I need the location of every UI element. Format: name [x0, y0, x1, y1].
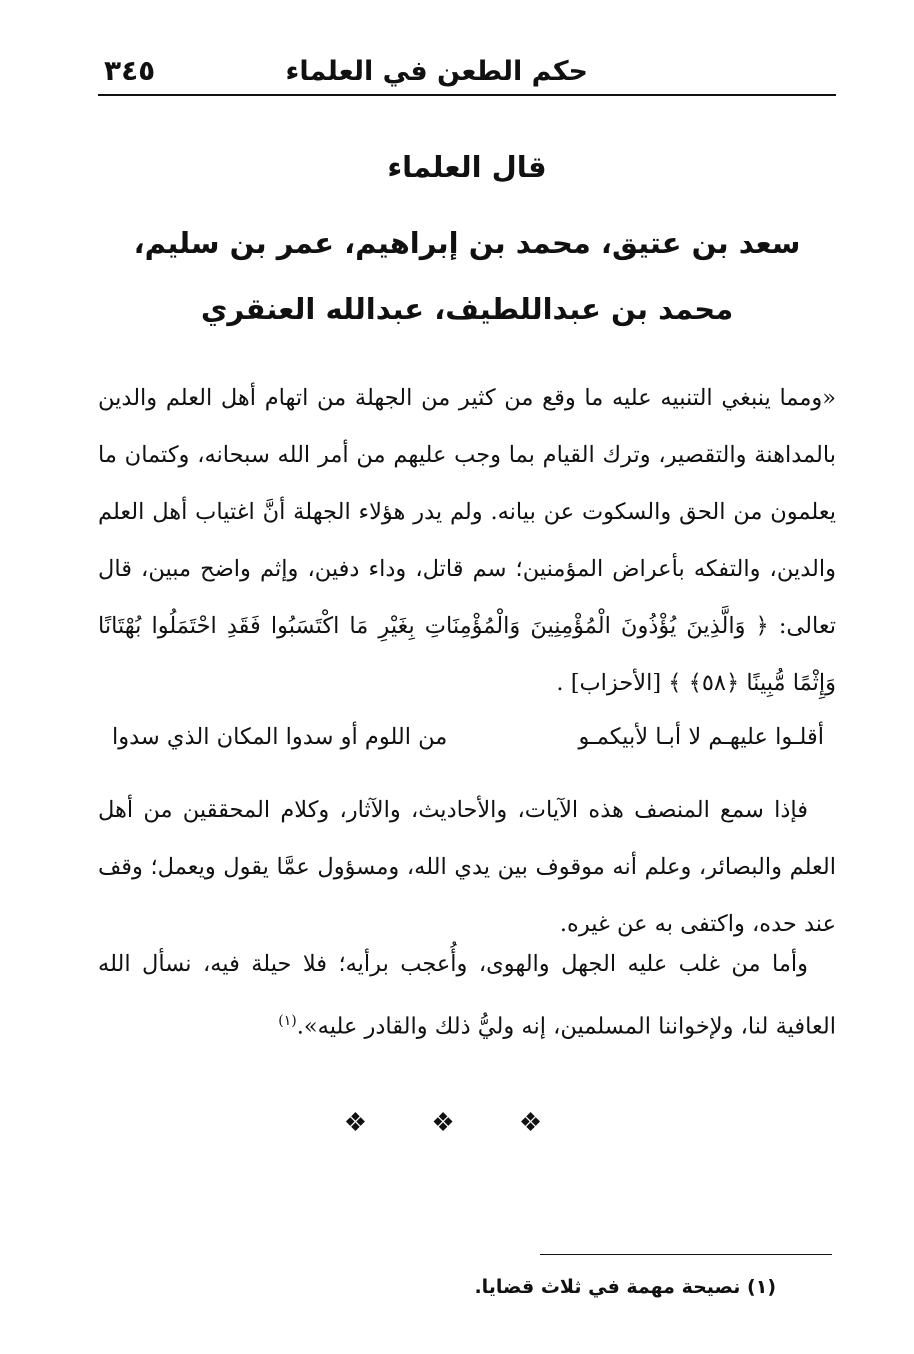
- scholars-names-line-2: محمد بن عبداللطيف، عبدالله العنقري: [200, 292, 734, 326]
- running-header: [98, 52, 836, 96]
- scholars-names-line-1: سعد بن عتيق، محمد بن إبراهيم، عمر بن سليم،: [133, 226, 801, 260]
- paragraph-2: [98, 782, 836, 953]
- footnote-separator: [540, 1254, 832, 1255]
- section-divider-ornaments: ❖ ❖ ❖: [343, 1108, 571, 1138]
- footnote: (١) نصيحة مهمة في ثلاث قضايا.: [474, 1276, 776, 1298]
- paragraph-3-text: وأما من غلب عليه الجهل والهوى، وأُعجب برأيه؛ فلا حيلة فيه، نسأل الله العافية لنا، ولإخواننا المسلمين، إنه وليُّ ذلك والقادر عليه».: [98, 951, 836, 1040]
- quran-verse: ﴿ وَالَّذِينَ يُؤْذُونَ الْمُؤْمِنِينَ وَالْمُؤْمِنَاتِ بِغَيْرِ مَا اكْتَسَبُوا فَقَدِ احْتَمَلُوا بُهْتَانًا وَإِثْمًا مُّبِينًا ﴿٥٨﴾ ﴾: [98, 613, 836, 696]
- quran-reference: [الأحزاب] .: [556, 670, 662, 696]
- paragraph-2-text: فإذا سمع المنصف هذه الآيات، والأحاديث، والآثار، وكلام المحققين من أهل العلم والبصائر، وعلم أنه موقوف بين يدي الله، ومسؤول عمَّا يقول ويعمل؛ وقف عند حده، واكتفى به عن غيره.: [98, 797, 836, 937]
- poetry-verse: [112, 724, 824, 774]
- running-title: حكم الطعن في العلماء: [285, 56, 588, 87]
- paragraph-3: [98, 936, 836, 1056]
- main-paragraph: [98, 370, 836, 712]
- paragraph-text: «ومما ينبغي التنبيه عليه ما وقع من كثير من الجهلة من اتهام أهل العلم والدين بالمداهنة والتقصير، وترك القيام بما وجب عليهم من أمر الله سبحانه، وكتمان ما يعلمون من الحق والسكوت عن بيانه. ولم يدر هؤلاء الجهلة أنَّ اغتياب أهل العلم والدين، والتفكه بأعراض المؤمنين؛ سم قاتل، وداء دفين، وإثم واضح مبين، قال تعالى:: [98, 385, 836, 639]
- footnote-marker: (١): [278, 1013, 297, 1029]
- section-heading: قال العلماء: [387, 150, 547, 184]
- page-number: ٣٤٥: [104, 54, 156, 87]
- verse-first-hemistich: أقلـوا عليهـم لا أبـا لأبيكمـو: [578, 724, 824, 750]
- verse-second-hemistich: من اللوم أو سدوا المكان الذي سدوا: [112, 724, 448, 750]
